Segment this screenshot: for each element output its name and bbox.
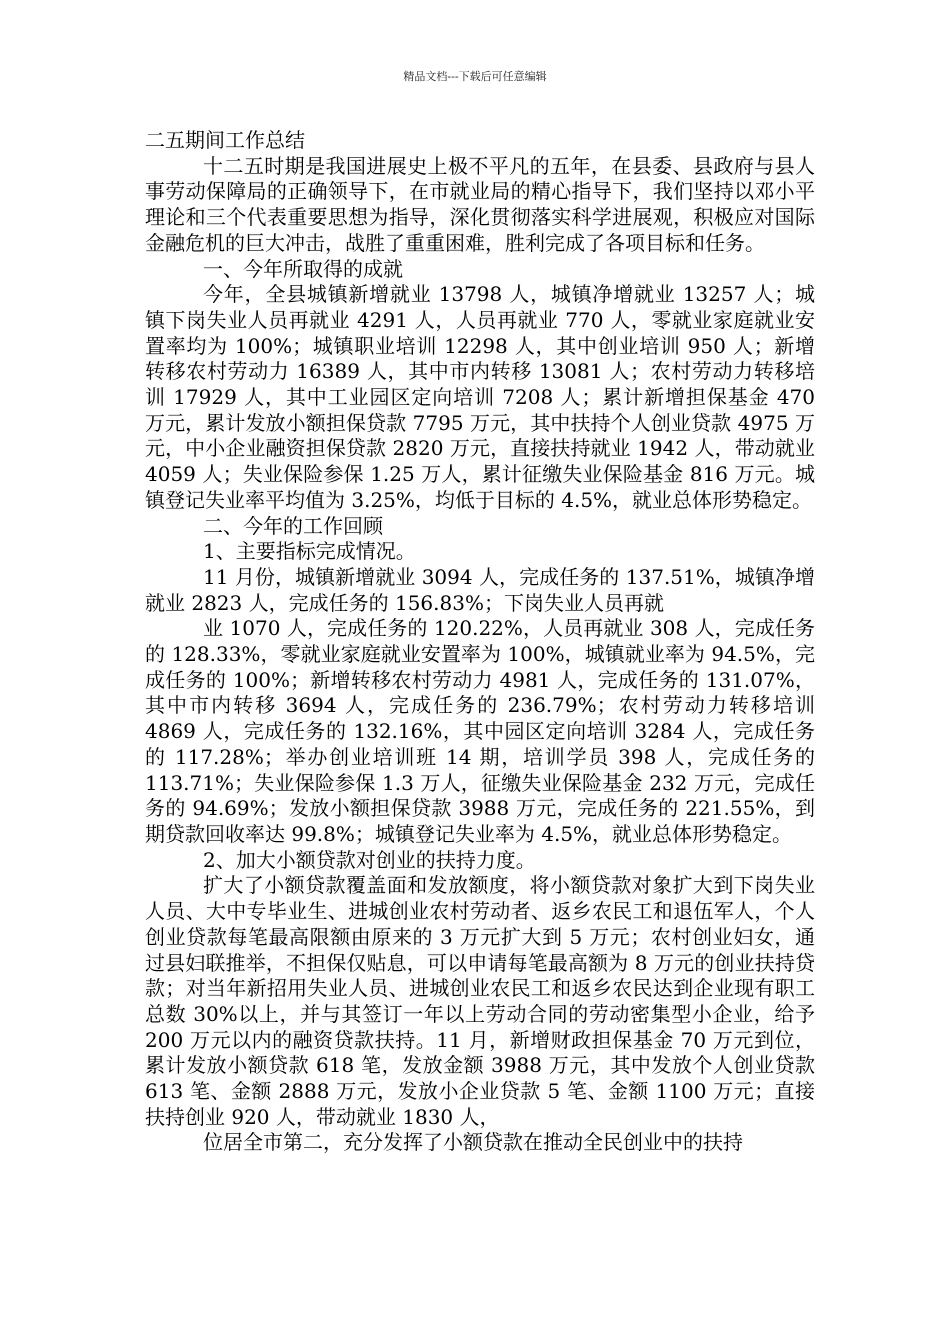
page-header: 精品文档---下载后可任意编辑: [403, 70, 547, 83]
paragraph-ranking: 位居全市第二，充分发挥了小额贷款在推动全民创业中的扶持: [203, 1130, 743, 1155]
subheading-main-indicators: 1、主要指标完成情况。: [203, 539, 416, 564]
document-title: 二五期间工作总结: [145, 128, 305, 152]
document-body: [145, 128, 815, 1156]
section-heading-review: 二、今年的工作回顾: [203, 513, 383, 538]
subheading-small-loans: 2、加大小额贷款对创业的扶持力度。: [203, 847, 536, 872]
paragraph-intro: 十二五时期是我国进展史上极不平凡的五年，在县委、县政府与县人事劳动保障局的正确领导下，在市就业局的精心指导下，我们坚持以邓小平理论和三个代表重要思想为指导，深化贯彻落实科学进展观，积极应对国际金融危机的巨大冲击，战胜了重重困难，胜利完成了各项目标和任务。: [145, 153, 815, 255]
paragraph-achievements: 今年，全县城镇新增就业 13798 人，城镇净增就业 13257 人；城镇下岗失业人员再就业 4291 人，人员再就业 770 人，零就业家庭就业安置率均为 100%；城镇职业培训 12298 人，其中创业培训 950 人；新增转移农村劳动力 16389 人，其中市内转移 13081 人；农村劳动力转移培训 17929 人，其中工业园区定向培训 7208 人；累计新增担保基金 470 万元，累计发放小额担保贷款 7795 万元，其中扶持个人创业贷款 4975 万元，中小企业融资担保贷款 2820 万元，直接扶持就业 1942 人，带动就业 4059 人；失业保险参保 1.25 万人，累计征缴失业保险基金 816 万元。城镇登记失业率平均值为 3.25%，均低于目标的 4.5%，就业总体形势稳定。: [145, 282, 815, 512]
paragraph-november-stats-continued: 业 1070 人，完成任务的 120.22%，人员再就业 308 人，完成任务的 128.33%，零就业家庭就业安置率为 100%，城镇就业率为 94.5%，完成任务的 100%；新增转移农村劳动力 4981 人，完成任务的 131.07%，其中市内转移 3694 人，完成任务的 236.79%；农村劳动力转移培训 4869 人，完成任务的 132.16%，其中园区定向培训 3284 人，完成任务的 117.28%；举办创业培训班 14 期，培训学员 398 人，完成任务的 113.71%；失业保险参保 1.3 万人，征缴失业保险基金 232 万元，完成任务的 94.69%；发放小额担保贷款 3988 万元，完成任务的 221.55%，到期贷款回收率达 99.8%；城镇登记失业率为 4.5%，就业总体形势稳定。: [145, 616, 815, 846]
section-heading-achievements: 一、今年所取得的成就: [203, 256, 403, 281]
paragraph-small-loans: 扩大了小额贷款覆盖面和发放额度，将小额贷款对象扩大到下岗失业人员、大中专毕业生、进城创业农村劳动者、返乡农民工和退伍军人，个人创业贷款每笔最高限额由原来的 3 万元扩大到 5 万元；农村创业妇女，通过县妇联推举，不担保仅贴息，可以申请每笔最高额为 8 万元的创业扶持贷款；对当年新招用失业人员、进城创业农民工和返乡农民达到企业现有职工总数 30%以上，并与其签订一年以上劳动合同的劳动密集型小企业，给予 200 万元以内的融资贷款扶持。11 月，新增财政担保基金 70 万元到位，累计发放小额贷款 618 笔，发放金额 3988 万元，其中发放个人创业贷款 613 笔、金额 2888 万元，发放小企业贷款 5 笔、金额 1100 万元；直接扶持创业 920 人，带动就业 1830 人，: [145, 873, 815, 1129]
paragraph-november-stats: 11 月份，城镇新增就业 3094 人，完成任务的 137.51%，城镇净增就业 2823 人，完成任务的 156.83%；下岗失业人员再就: [145, 564, 815, 615]
